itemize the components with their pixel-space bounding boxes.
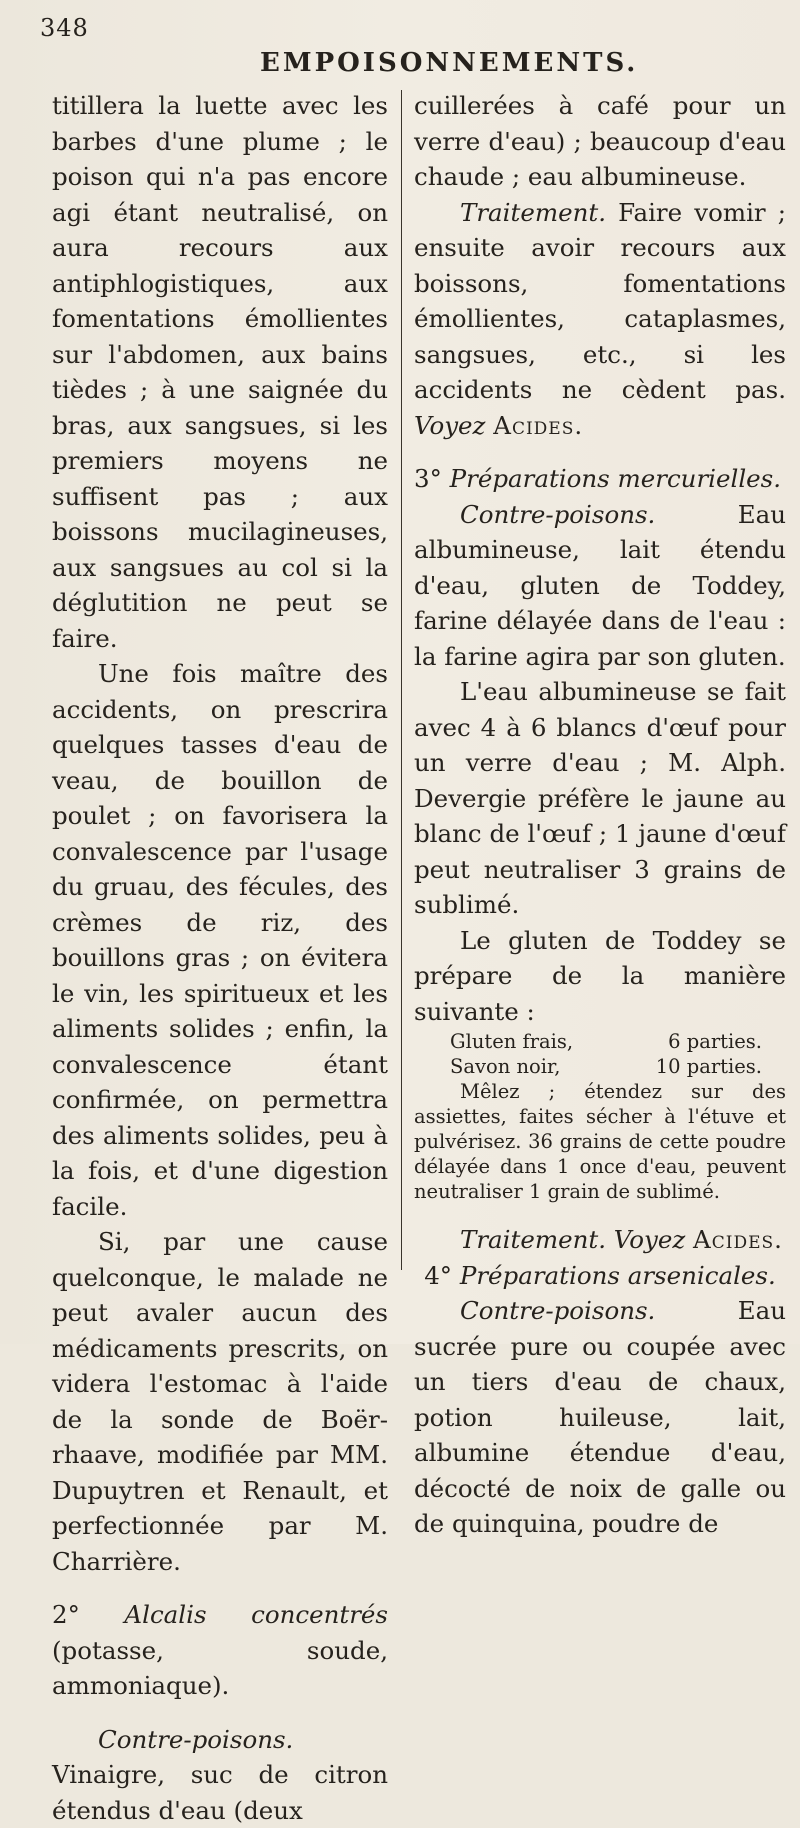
recipe-line: [414, 1029, 786, 1054]
recipe-quantity: 10 parties.: [656, 1054, 762, 1079]
paragraph: L'eau albumineuse se fait avec 4 à 6 blancs d'œuf pour un verre d'eau ; M. Alph. Devergie préfère le jaune au blanc de l'œuf ; 1 jaune d'œuf peut neutraliser 3 grains de sublimé.: [414, 674, 786, 923]
section-number: 2°: [52, 1600, 80, 1629]
paragraph: Si, par une cause quelconque, le malade ne peut avaler aucun des médicaments prescrits, on videra l'estomac à l'aide de la sonde de Boër-rhaave, modifiée par MM. Dupuytren et Renault, et perfectionnée par M. Charrière.: [52, 1224, 388, 1579]
section-title: Alcalis concentrés: [124, 1600, 388, 1629]
cross-reference-voyez: Voyez: [614, 1225, 685, 1254]
paragraph-label: Traitement.: [460, 1225, 606, 1254]
section-subtitle: (potasse, soude, ammoniaque).: [52, 1636, 388, 1701]
paragraph: titillera la luette avec les barbes d'une plume ; le poison qui n'a pas encore agi étant neutralisé, on aura recours aux antiphlogistiques, aux fomentations émollientes sur l'abdomen, aux bains tièdes ; à une saignée du bras, aux sangsues, si les premiers moyens ne suffisent pas ; aux boissons mucilagineuses, aux sangsues au col si la déglutition ne peut se faire.: [52, 88, 388, 656]
running-head: EMPOISONNEMENTS.: [260, 48, 638, 78]
paragraph-text: Eau albumineuse, lait étendu d'eau, gluten de Toddey, farine délayée dans de l'eau : la farine agira par son gluten.: [414, 500, 786, 671]
paragraph: [414, 497, 786, 675]
recipe-quantity: 6 parties.: [668, 1029, 762, 1054]
paragraph-text: Faire vomir ; ensuite avoir recours aux boissons, fomentations émollientes, cataplasmes, sangsues, etc., si les accidents ne cèdent pas.: [414, 198, 786, 405]
recipe-item: Savon noir,: [450, 1054, 560, 1079]
section-title: Préparations mercurielles.: [450, 464, 781, 493]
recipe-line: [414, 1054, 786, 1079]
page-number: 348: [40, 14, 89, 42]
paragraph-label: Contre-poisons.: [460, 500, 655, 529]
paragraph-label: Traitement.: [460, 198, 606, 227]
paragraph: Le gluten de Toddey se prépare de la manière suivante :: [414, 923, 786, 1030]
paragraph: [414, 1222, 786, 1258]
section-heading: [414, 1258, 786, 1294]
paragraph: Une fois maître des accidents, on prescrira quelques tasses d'eau de veau, de bouillon de poulet ; on favorisera la convalescence par l'usage du gruau, des fécules, des crèmes de riz, des bouillons gras ; on évitera le vin, les spiritueux et les aliments solides ; enfin, la convalescence étant confirmée, on permettra des aliments solides, peu à la fois, et d'une digestion facile.: [52, 656, 388, 1224]
right-column: [414, 88, 786, 1542]
cross-reference-target: Acides.: [493, 411, 583, 440]
paragraph: [52, 1722, 388, 1828]
section-number: 3°: [414, 464, 442, 493]
section-heading: [52, 1597, 388, 1704]
paragraph: [414, 195, 786, 444]
cross-reference-target: Acides.: [693, 1225, 783, 1254]
column-divider: [401, 90, 402, 1270]
paragraph-text: Vinaigre, suc de citron étendus d'eau (deux: [52, 1760, 388, 1825]
paragraph: cuillerées à café pour un verre d'eau) ; beaucoup d'eau chaude ; eau albumineuse.: [414, 88, 786, 195]
section-title: Préparations arsenicales.: [460, 1261, 776, 1290]
section-heading: [414, 461, 786, 497]
paragraph: [414, 1293, 786, 1542]
paragraph-small: Mêlez ; étendez sur des assiettes, faites sécher à l'étuve et pulvérisez. 36 grains de cette poudre délayée dans 1 once d'eau, peuvent neutraliser 1 grain de sublimé.: [414, 1079, 786, 1204]
paragraph-label: Contre-poisons.: [98, 1725, 293, 1754]
left-column: [52, 88, 388, 1828]
paragraph-text: Eau sucrée pure ou coupée avec un tiers d'eau de chaux, potion huileuse, lait, albumine étendue d'eau, décocté de noix de galle ou de quinquina, poudre de: [414, 1296, 786, 1538]
section-number: 4°: [424, 1261, 452, 1290]
cross-reference-voyez: Voyez: [414, 411, 485, 440]
page-header: [40, 14, 780, 64]
recipe-item: Gluten frais,: [450, 1029, 573, 1054]
paragraph-label: Contre-poisons.: [460, 1296, 655, 1325]
